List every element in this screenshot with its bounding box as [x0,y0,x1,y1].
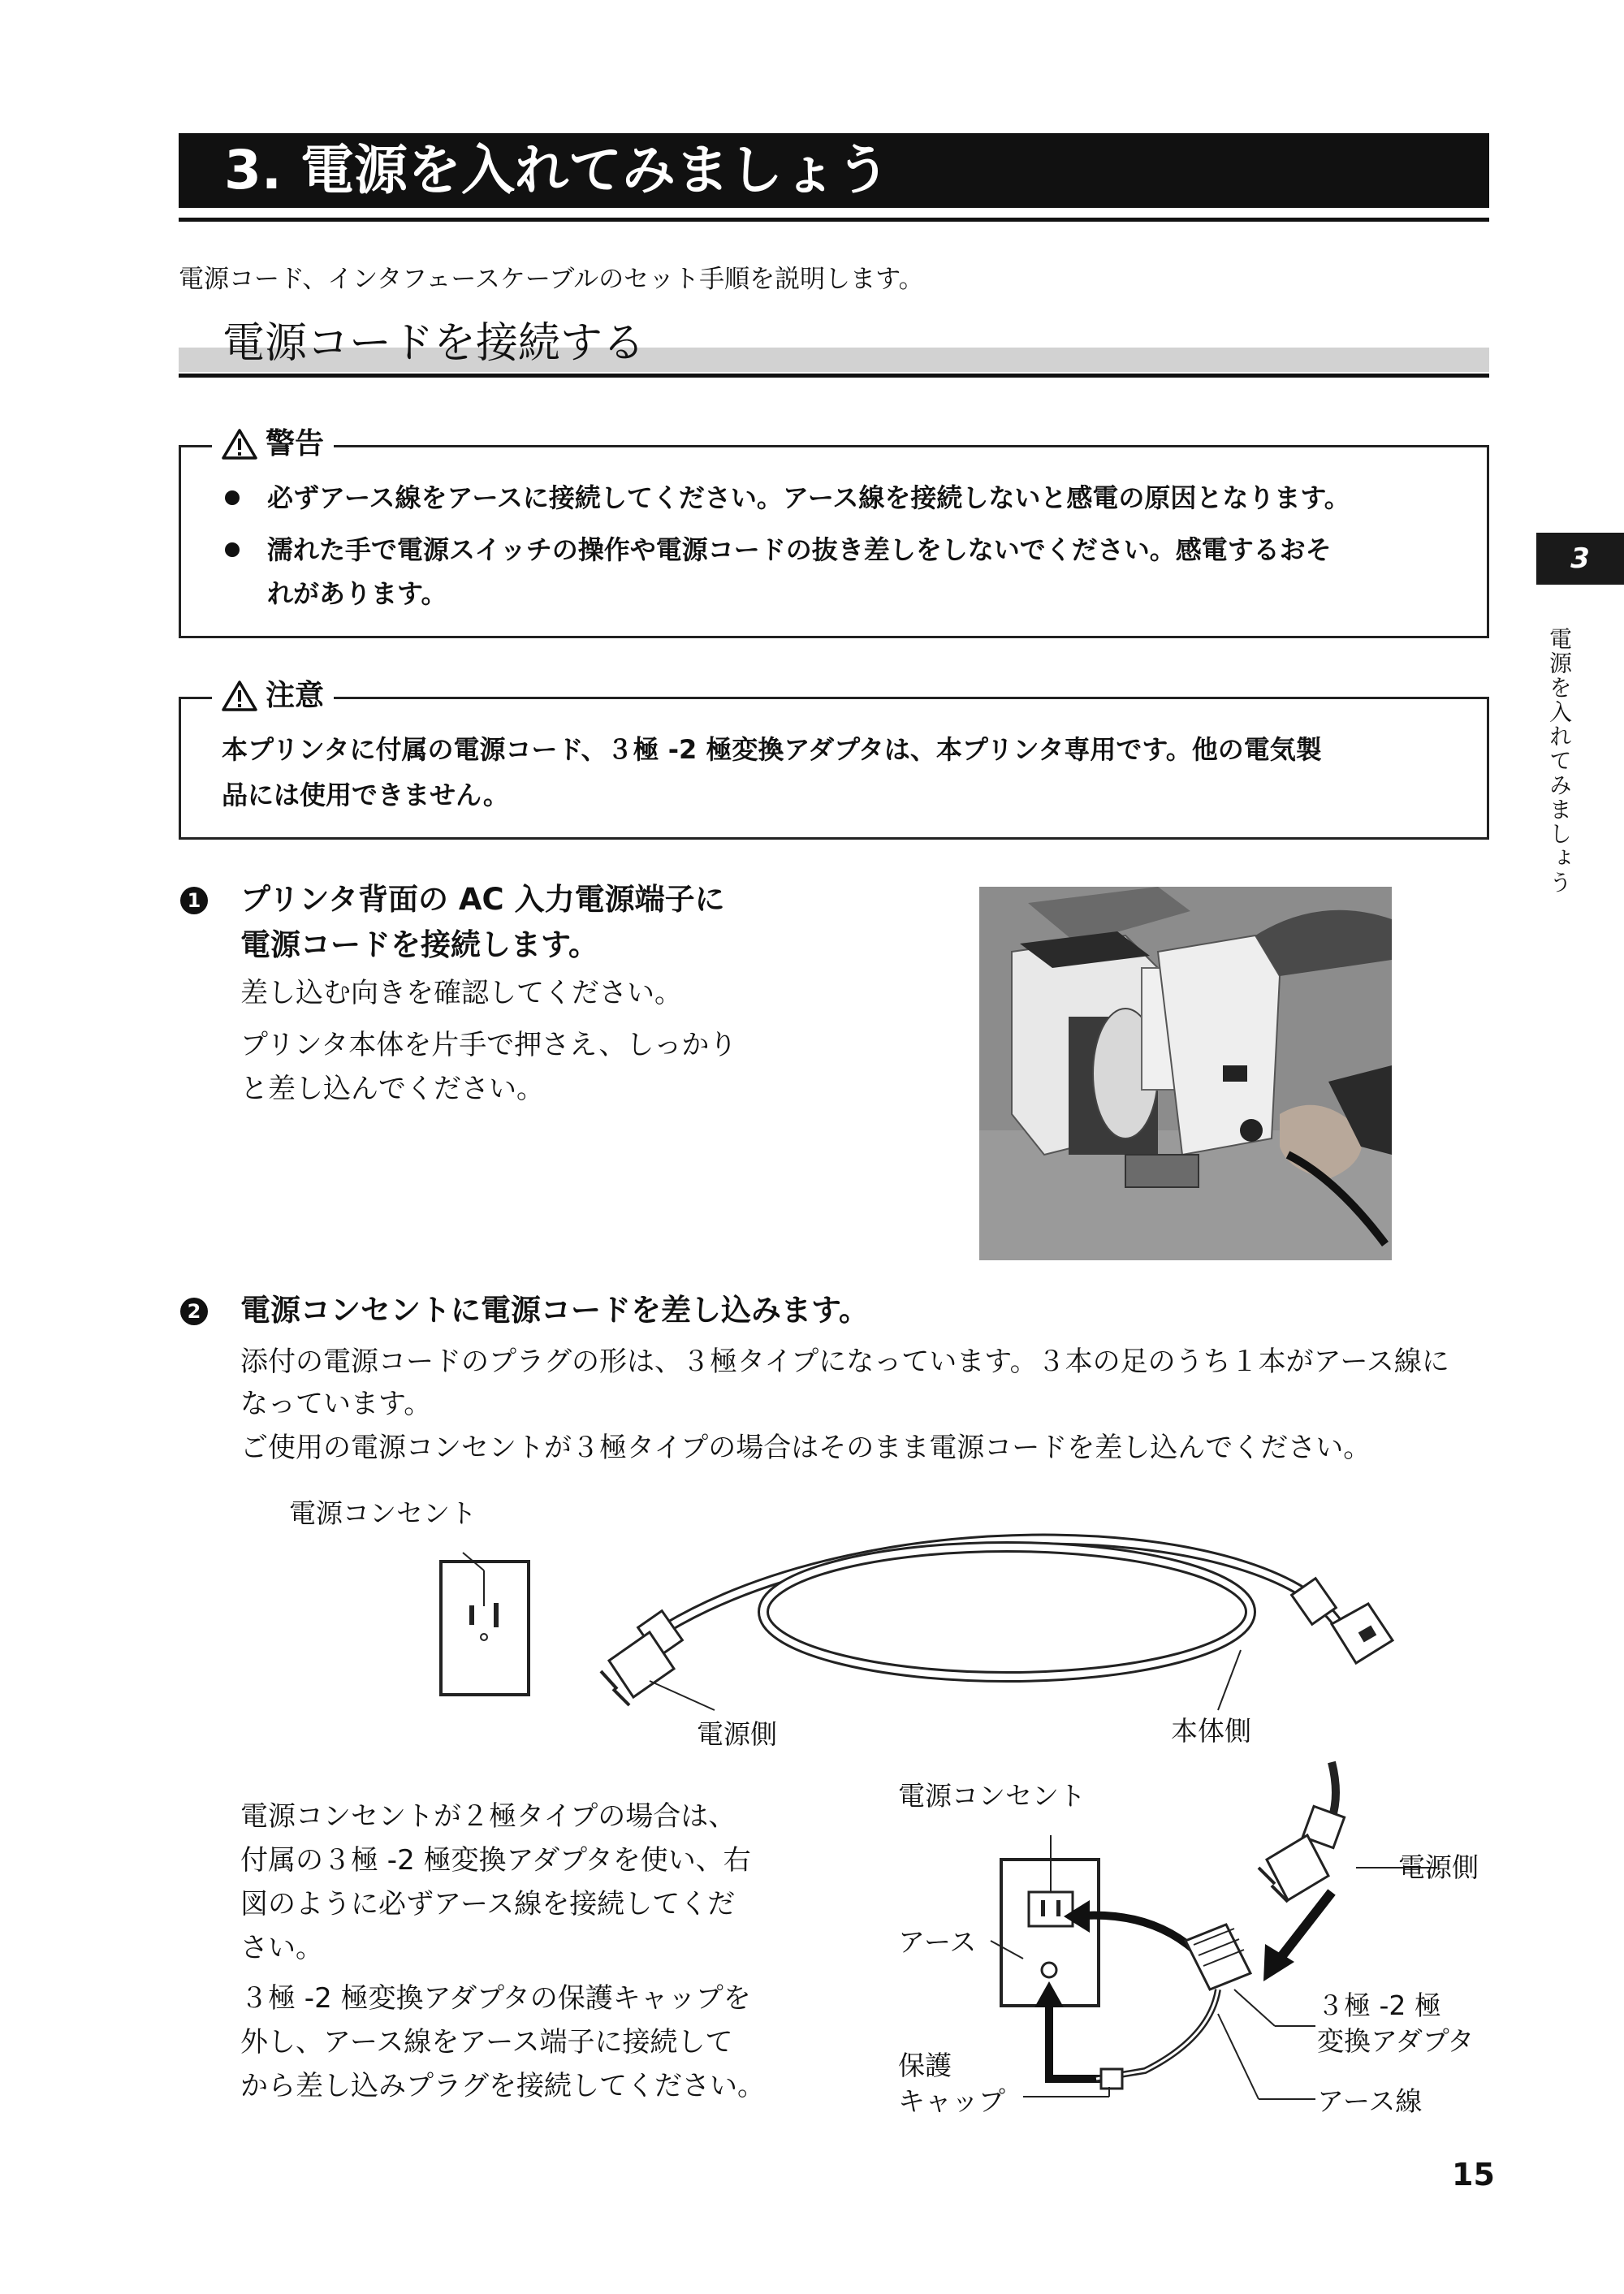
bullet-icon [225,542,240,557]
fig1-outlet-label: 電源コンセント [289,1497,477,1529]
two-pole-line-2: 付属の３極 -2 極変換アダプタを使い、右 [240,1844,751,1877]
step1-title-line1: プリンタ背面の AC 入力電源端子に [240,882,725,917]
section-rule [179,374,1489,378]
adapter-icon [1096,1925,1250,2079]
step1-title-line2: 電源コードを接続します。 [240,927,599,962]
fig2-cap-label-1: 保護 [898,2050,952,2081]
printer-photo [979,887,1392,1260]
warning-label [212,426,334,462]
chapter-tab: 3 [1536,533,1624,585]
two-pole-line-6: 外し、アース線をアース端子に接続して [240,2026,733,2059]
step2-body-3: ご使用の電源コンセントが３極タイプの場合はそのまま電源コードを差し込んでください。 [240,1432,1371,1464]
step2-body-1: 添付の電源コードのプラグの形は、３極タイプになっています。３本の足のうち１本がアース線に [240,1346,1449,1378]
printer-plug-icon [1292,1579,1393,1663]
two-pole-line-1: 電源コンセントが２極タイプの場合は、 [240,1800,736,1833]
warning-item-1: 必ずアース線をアースに接続してください。アース線を接続しないと感電の原因となります。 [267,482,1350,513]
step2-title: 電源コンセントに電源コードを差し込みます。 [240,1293,870,1328]
cord-diagram [309,1527,1421,1754]
step1-body-3: と差し込んでください。 [240,1073,544,1105]
step1-body-2: プリンタ本体を片手で押さえ、しっかり [240,1029,737,1061]
title-bar [179,133,1489,208]
warning-box [179,427,1489,638]
fig2-adapter-label-1: ３極 -2 極 [1317,1989,1441,2021]
two-pole-line-4: さい。 [240,1932,323,1964]
power-plug-icon [1259,1806,1345,1902]
intro-text: 電源コード、インタフェースケーブルのセット手順を説明します。 [179,265,924,294]
step-number-1: 1 [180,887,208,914]
fig2-adapter-label-2: 変換アダプタ [1317,2025,1475,2057]
step1-body-1: 差し込む向きを確認してください。 [240,977,682,1009]
fig2-earth-label: アース [898,1926,977,1958]
fig2-earth-wire-label: アース線 [1317,2085,1423,2117]
fig1-body-side-label: 本体側 [1171,1715,1251,1747]
warning-item-2: 濡れた手で電源スイッチの操作や電源コードの抜き差しをしないでください。感電するおそ [267,534,1332,565]
two-pole-line-5: ３極 -2 極変換アダプタの保護キャップを [240,1982,751,2015]
warning-item-2-cont: れがあります。 [267,578,447,609]
step2-body-2: なっています。 [240,1388,432,1420]
caution-line-1: 本プリンタに付属の電源コード、３極 -2 極変換アダプタは、本プリンタ専用です。他の電気製 [222,734,1322,765]
chapter-side-text: 電源を入れてみましょう [1546,627,1573,895]
warning-label-text: 警告 [266,427,325,460]
caution-label-text: 注意 [266,679,325,712]
warning-icon [222,428,257,460]
caution-label [212,678,334,714]
fig2-cap-label-2: キャップ [898,2085,1005,2117]
page-title: 3. 電源を入れてみましょう [224,139,890,201]
power-plug-icon [601,1611,682,1705]
two-pole-line-7: から差し込みプラグを接続してください。 [240,2070,765,2102]
fig1-power-side-label: 電源側 [697,1718,777,1750]
fig2-outlet-label: 電源コンセント [898,1780,1086,1812]
two-pole-line-3: 図のように必ずアース線を接続してくだ [240,1888,736,1920]
bullet-icon [225,490,240,505]
section-title: 電源コードを接続する [222,319,646,368]
caution-box [179,679,1489,840]
caution-icon [222,680,257,712]
page-number: 15 [1452,2157,1495,2192]
title-rule [179,218,1489,222]
outlet-3pole-icon [441,1553,529,1695]
step-number-2: 2 [180,1298,208,1325]
fig2-power-side-label: 電源側 [1398,1851,1479,1883]
caution-line-2: 品には使用できません。 [222,780,509,810]
